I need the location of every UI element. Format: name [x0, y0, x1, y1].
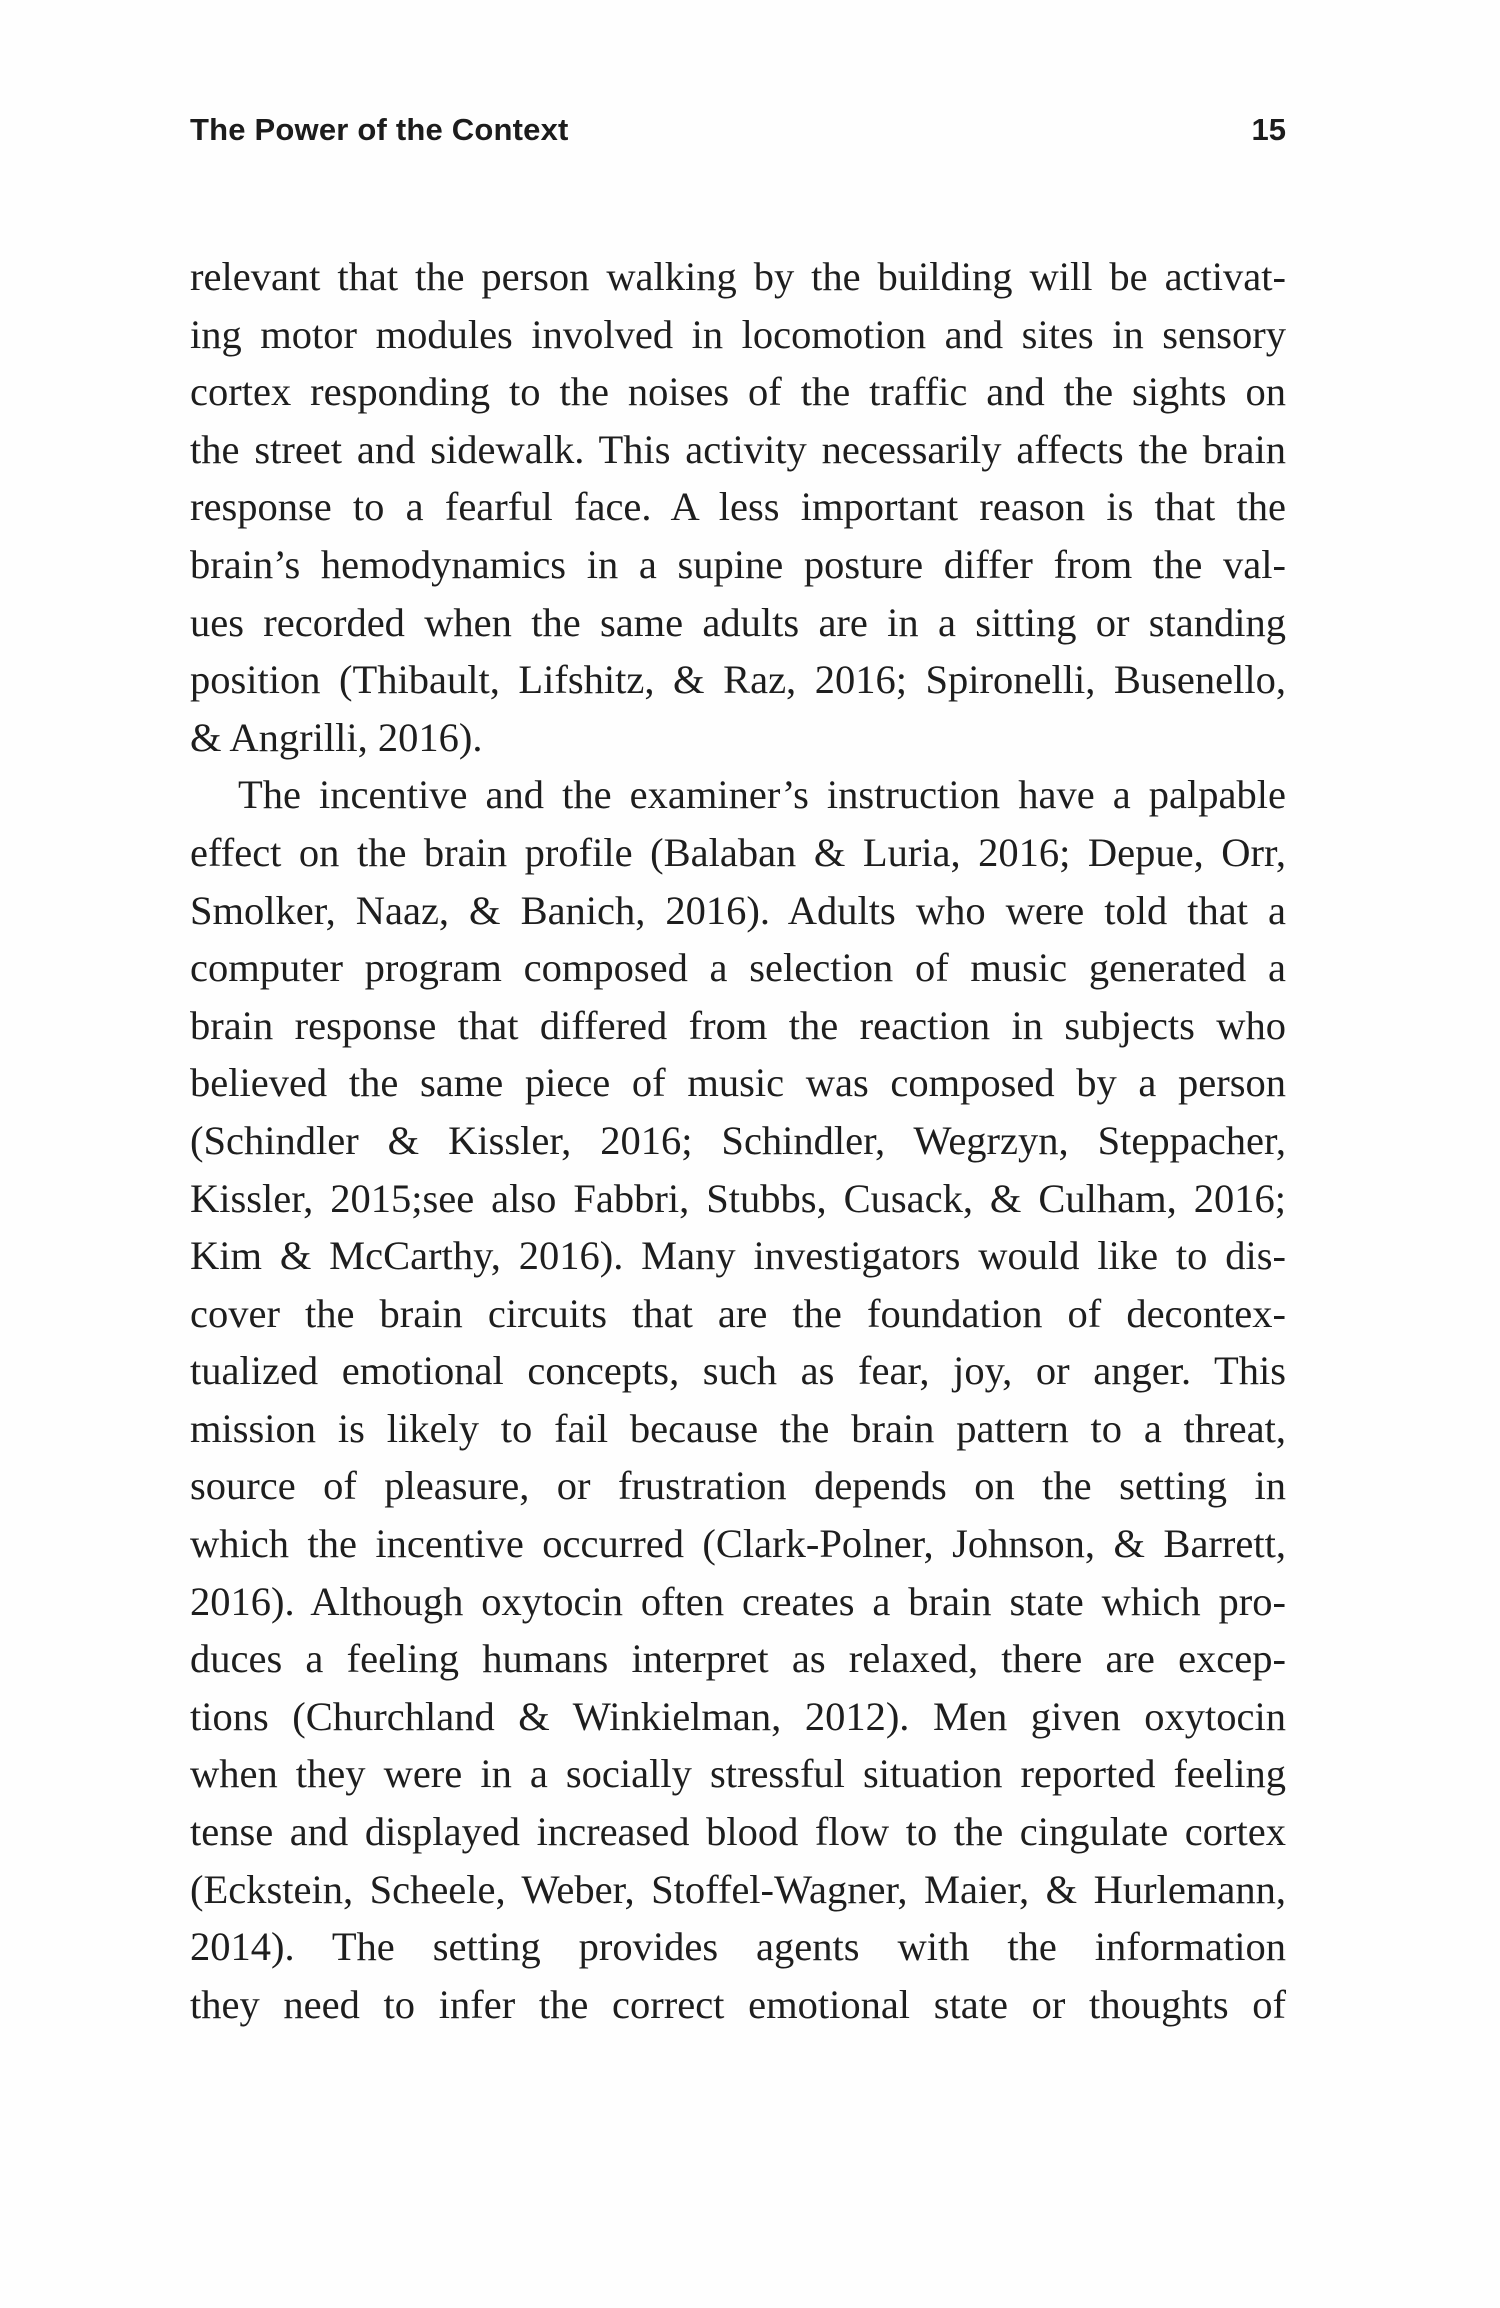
text-line: the street and sidewalk. This activity necessarily affects the brain [190, 426, 1286, 472]
text-line: & Angrilli, 2016). [190, 714, 483, 760]
text-line: cortex responding to the noises of the traffic and the sights on [190, 369, 1286, 415]
page-number: 15 [1251, 112, 1286, 147]
paragraph-1 [190, 248, 1286, 766]
text-line: Kim & McCarthy, 2016). Many investigators would like to dis- [190, 1233, 1286, 1279]
text-line: believed the same piece of music was composed by a person [190, 1060, 1286, 1106]
text-line: which the incentive occurred (Clark-Polner, Johnson, & Barrett, [190, 1521, 1286, 1567]
text-line: ues recorded when the same adults are in a sitting or standing [190, 599, 1286, 645]
text-line: tense and displayed increased blood flow to the cingulate cortex [190, 1809, 1286, 1855]
running-header [190, 112, 1286, 162]
text-line: position (Thibault, Lifshitz, & Raz, 2016; Spironelli, Busenello, [190, 657, 1286, 703]
text-line: Kissler, 2015;see also Fabbri, Stubbs, Cusack, & Culham, 2016; [190, 1175, 1286, 1221]
text-line: 2014). The setting provides agents with the information [190, 1924, 1286, 1970]
text-line: brain’s hemodynamics in a supine posture differ from the val- [190, 541, 1286, 587]
text-line: when they were in a socially stressful situation reported feeling [190, 1751, 1286, 1797]
text-line: Smolker, Naaz, & Banich, 2016). Adults who were told that a [190, 887, 1286, 933]
text-line: source of pleasure, or frustration depends on the setting in [190, 1463, 1286, 1509]
text-line: ing motor modules involved in locomotion and sites in sensory [190, 311, 1286, 357]
text-line: (Eckstein, Scheele, Weber, Stoffel-Wagner, Maier, & Hurlemann, [190, 1866, 1286, 1912]
text-line: duces a feeling humans interpret as relaxed, there are excep- [190, 1636, 1286, 1682]
text-line: brain response that differed from the reaction in subjects who [190, 1002, 1286, 1048]
body-text [190, 248, 1286, 2033]
text-line: they need to infer the correct emotional state or thoughts of [190, 1981, 1286, 2027]
text-line: relevant that the person walking by the building will be activat- [190, 254, 1286, 299]
text-line: computer program composed a selection of music generated a [190, 945, 1286, 991]
text-line: mission is likely to fail because the brain pattern to a threat, [190, 1405, 1286, 1451]
text-line: (Schindler & Kissler, 2016; Schindler, Wegrzyn, Steppacher, [190, 1117, 1286, 1163]
text-line: response to a fearful face. A less important reason is that the [190, 484, 1286, 530]
text-line: tions (Churchland & Winkielman, 2012). Men given oxytocin [190, 1693, 1286, 1739]
paragraph-2 [190, 766, 1286, 2033]
running-title: The Power of the Context [190, 112, 569, 147]
text-line: effect on the brain profile (Balaban & Luria, 2016; Depue, Orr, [190, 829, 1286, 875]
text-line: The incentive and the examiner’s instruction have a palpable [238, 772, 1286, 818]
text-line: tualized emotional concepts, such as fear, joy, or anger. This [190, 1348, 1286, 1394]
text-line: 2016). Although oxytocin often creates a brain state which pro- [190, 1578, 1286, 1624]
text-line: cover the brain circuits that are the foundation of decontex- [190, 1290, 1286, 1336]
